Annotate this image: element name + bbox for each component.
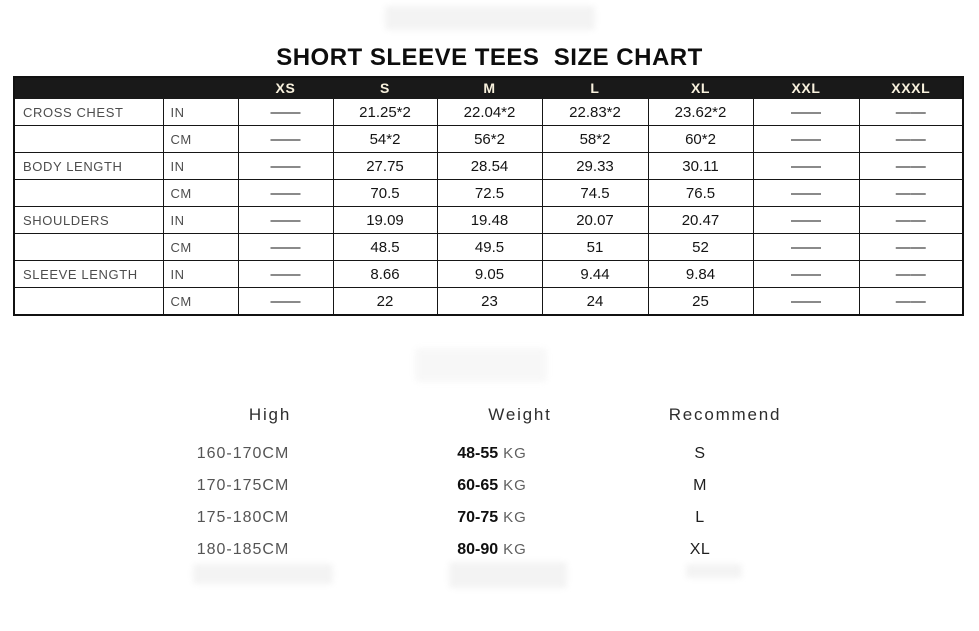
- size-value-cell: 25: [648, 288, 753, 316]
- size-value-cell: ——: [859, 99, 963, 126]
- size-value-cell: 58*2: [542, 126, 648, 153]
- table-row: [14, 207, 963, 234]
- size-value-cell: 21.25*2: [333, 99, 437, 126]
- size-value-cell: 51: [542, 234, 648, 261]
- size-value-cell: ——: [238, 261, 333, 288]
- size-value-cell: 72.5: [437, 180, 542, 207]
- size-row-label: SHOULDERS: [14, 207, 163, 234]
- size-value-cell: ——: [238, 126, 333, 153]
- size-row-label: [14, 126, 163, 153]
- size-value-cell: 49.5: [437, 234, 542, 261]
- size-row-unit: CM: [163, 180, 238, 207]
- size-table: [13, 76, 964, 316]
- size-value-cell: 9.05: [437, 261, 542, 288]
- size-value-cell: 60*2: [648, 126, 753, 153]
- header-cell-l: L: [542, 77, 648, 99]
- weight-range: 80-90: [457, 541, 499, 558]
- weight-range: 70-75: [457, 509, 499, 526]
- weight-range: 48-55: [457, 445, 499, 462]
- size-value-cell: 22: [333, 288, 437, 316]
- header-cell-blank: [14, 77, 163, 99]
- size-value-cell: 54*2: [333, 126, 437, 153]
- size-value-cell: 52: [648, 234, 753, 261]
- size-row-unit: IN: [163, 99, 238, 126]
- size-row-label: [14, 288, 163, 316]
- fit-size-value: M: [693, 477, 707, 494]
- erased-text-ghost: [385, 6, 595, 30]
- fit-weight-value: [382, 472, 602, 500]
- fit-weight-value: [382, 440, 602, 468]
- fit-height-value: 170-175CM: [196, 477, 290, 494]
- size-value-cell: ——: [753, 207, 859, 234]
- size-value-cell: 28.54: [437, 153, 542, 180]
- table-row: [14, 288, 963, 316]
- fit-header-recommend: Recommend: [668, 405, 782, 424]
- size-row-unit: IN: [163, 207, 238, 234]
- fit-size-value: S: [694, 445, 706, 462]
- size-row-unit: IN: [163, 153, 238, 180]
- table-row: [14, 180, 963, 207]
- size-value-cell: 19.48: [437, 207, 542, 234]
- size-value-cell: ——: [859, 288, 963, 316]
- fit-height-value: 160-170CM: [196, 445, 290, 462]
- size-value-cell: ——: [859, 207, 963, 234]
- size-value-cell: 22.04*2: [437, 99, 542, 126]
- erased-text-ghost: [193, 564, 333, 584]
- header-cell-xs: XS: [238, 77, 333, 99]
- erased-text-ghost: [686, 564, 742, 578]
- size-value-cell: 20.07: [542, 207, 648, 234]
- size-value-cell: ——: [753, 261, 859, 288]
- size-value-cell: ——: [238, 180, 333, 207]
- size-value-cell: 56*2: [437, 126, 542, 153]
- size-value-cell: 27.75: [333, 153, 437, 180]
- size-value-cell: ——: [238, 153, 333, 180]
- size-value-cell: 23: [437, 288, 542, 316]
- size-value-cell: 9.44: [542, 261, 648, 288]
- size-value-cell: ——: [238, 234, 333, 261]
- size-value-cell: ——: [753, 126, 859, 153]
- size-value-cell: 48.5: [333, 234, 437, 261]
- size-row-label: CROSS CHEST: [14, 99, 163, 126]
- size-value-cell: ——: [859, 126, 963, 153]
- fit-height-value: 180-185CM: [196, 541, 290, 558]
- size-value-cell: ——: [238, 207, 333, 234]
- size-value-cell: 24: [542, 288, 648, 316]
- size-value-cell: ——: [238, 288, 333, 316]
- size-value-cell: ——: [859, 180, 963, 207]
- size-value-cell: ——: [859, 153, 963, 180]
- size-row-unit: CM: [163, 126, 238, 153]
- fit-header-weight: Weight: [488, 405, 552, 424]
- size-row-label: [14, 234, 163, 261]
- weight-unit: KG: [503, 541, 527, 558]
- size-row-label: SLEEVE LENGTH: [14, 261, 163, 288]
- size-value-cell: ——: [859, 261, 963, 288]
- size-value-cell: 23.62*2: [648, 99, 753, 126]
- size-value-cell: ——: [753, 153, 859, 180]
- weight-range: 60-65: [457, 477, 499, 494]
- size-row-unit: CM: [163, 288, 238, 316]
- fit-size-value: XL: [689, 541, 711, 558]
- size-row-unit: IN: [163, 261, 238, 288]
- weight-unit: KG: [503, 509, 527, 526]
- erased-text-ghost: [415, 348, 547, 382]
- header-cell-xxxl: XXXL: [859, 77, 963, 99]
- size-table-header-row: [14, 77, 963, 99]
- size-value-cell: 74.5: [542, 180, 648, 207]
- page-title: SHORT SLEEVE TEES SIZE CHART: [276, 44, 703, 71]
- size-value-cell: 29.33: [542, 153, 648, 180]
- fit-weight-value: [382, 504, 602, 532]
- size-value-cell: 20.47: [648, 207, 753, 234]
- weight-unit: KG: [503, 445, 527, 462]
- header-cell-s: S: [333, 77, 437, 99]
- size-value-cell: ——: [753, 180, 859, 207]
- erased-text-ghost: [449, 562, 567, 588]
- fit-weight-value: [382, 536, 602, 564]
- header-cell-blank: [163, 77, 238, 99]
- size-value-cell: ——: [753, 99, 859, 126]
- size-value-cell: 30.11: [648, 153, 753, 180]
- size-row-label: BODY LENGTH: [14, 153, 163, 180]
- size-value-cell: ——: [753, 234, 859, 261]
- header-cell-xxl: XXL: [753, 77, 859, 99]
- table-row: [14, 261, 963, 288]
- size-value-cell: ——: [859, 234, 963, 261]
- size-row-label: [14, 180, 163, 207]
- fit-header-high: High: [248, 405, 292, 424]
- weight-unit: KG: [503, 477, 527, 494]
- size-value-cell: 8.66: [333, 261, 437, 288]
- size-value-cell: 9.84: [648, 261, 753, 288]
- fit-size-value: L: [695, 509, 705, 526]
- size-value-cell: 19.09: [333, 207, 437, 234]
- table-row: [14, 126, 963, 153]
- size-value-cell: ——: [753, 288, 859, 316]
- size-value-cell: 22.83*2: [542, 99, 648, 126]
- header-cell-xl: XL: [648, 77, 753, 99]
- size-value-cell: 76.5: [648, 180, 753, 207]
- size-value-cell: ——: [238, 99, 333, 126]
- size-row-unit: CM: [163, 234, 238, 261]
- header-cell-m: M: [437, 77, 542, 99]
- size-value-cell: 70.5: [333, 180, 437, 207]
- table-row: [14, 99, 963, 126]
- table-row: [14, 153, 963, 180]
- fit-height-value: 175-180CM: [196, 509, 290, 526]
- table-row: [14, 234, 963, 261]
